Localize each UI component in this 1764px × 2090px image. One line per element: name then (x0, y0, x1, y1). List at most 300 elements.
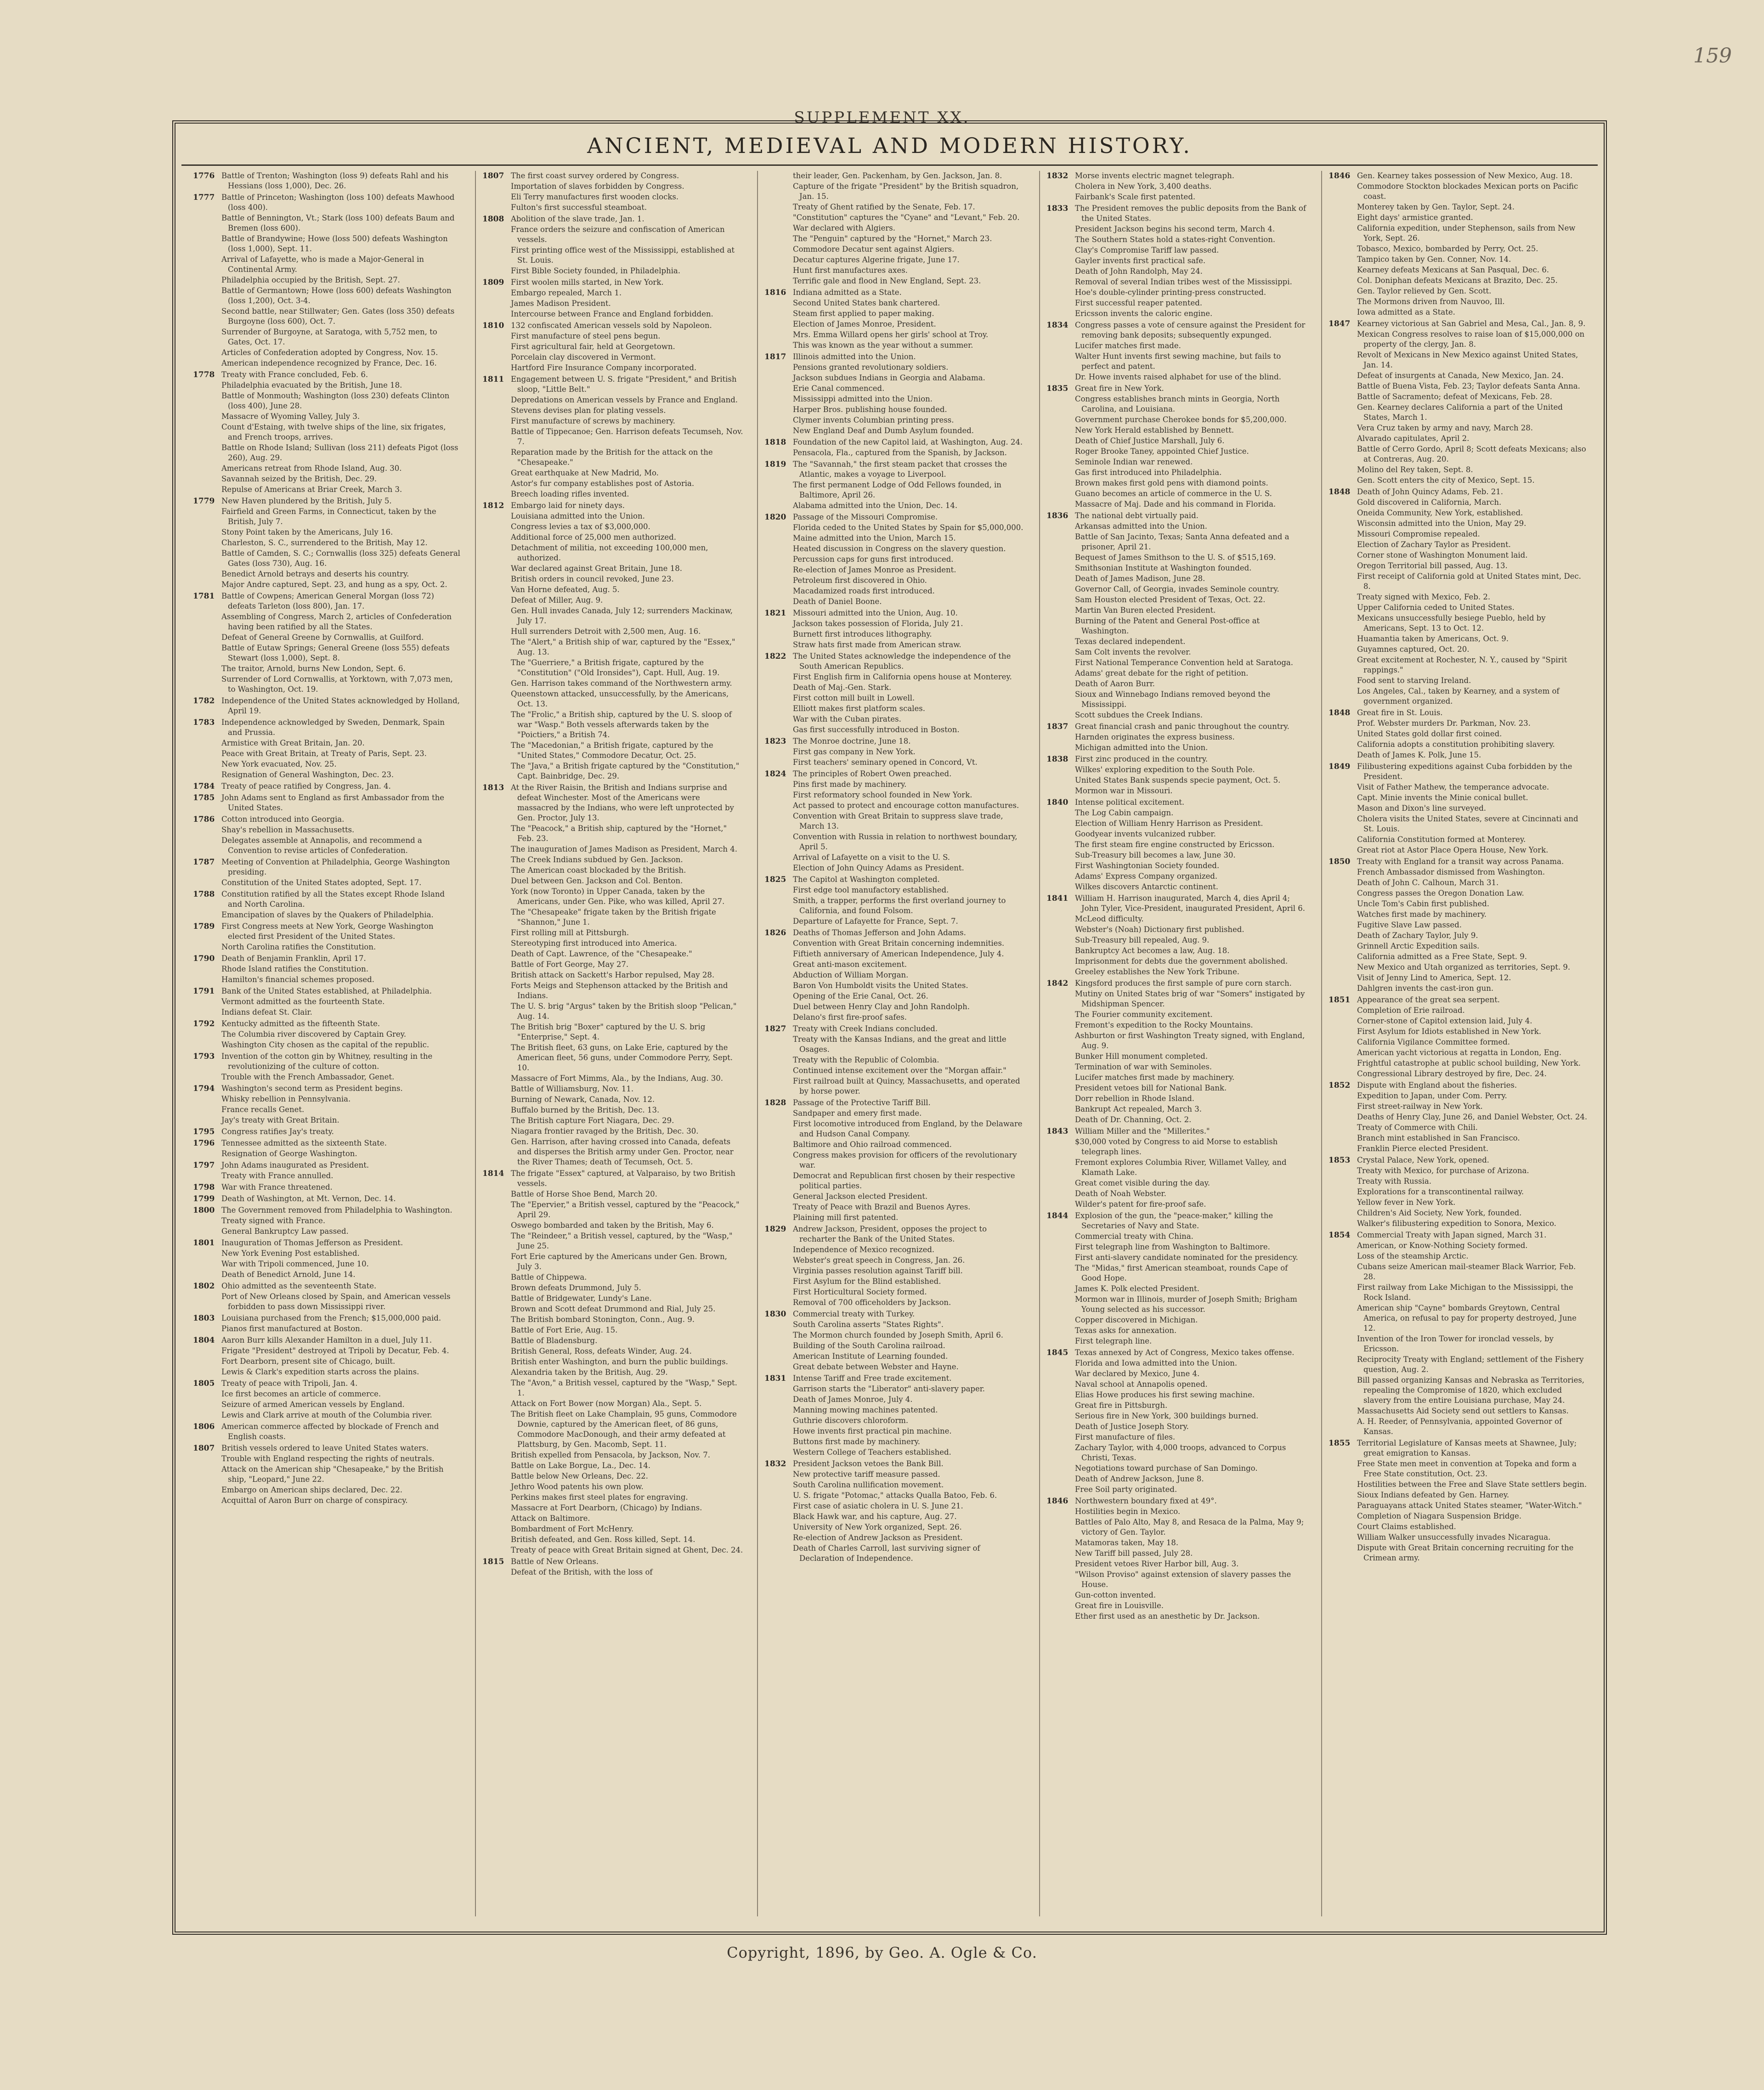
year-label: 1813 (482, 783, 504, 792)
year-entry (764, 352, 1025, 436)
event-text: Death of John C. Calhoun, March 31. (1357, 878, 1499, 887)
event-text: Hamilton's financial schemes proposed. (221, 975, 374, 984)
event-text: Passage of the Protective Tariff Bill. (793, 1098, 931, 1107)
year-entry (1329, 762, 1589, 856)
event-text: Treaty of peace ratified by Congress, Jan. 4. (221, 782, 391, 791)
event-text: American Institute of Learning founded. (793, 1352, 948, 1361)
event-text: Adams' great debate for the right of petition. (1075, 669, 1249, 678)
year-entry (1329, 1438, 1589, 1564)
event-text: The U. S. brig "Argus" taken by the British sloop "Pelican," Aug. 14. (511, 1002, 737, 1021)
event-text: Death of James Madison, June 28. (1075, 574, 1205, 583)
event-text: Eight days' armistice granted. (1357, 213, 1473, 222)
year-entry (764, 736, 1025, 768)
year-entry (193, 1335, 461, 1378)
event-text: The Government removed from Philadelphia to Washington. (221, 1206, 452, 1214)
event-text: Hoe's double-cylinder printing-press constructed. (1075, 288, 1266, 297)
event-text: Watches first made by machinery. (1357, 910, 1487, 919)
event-text: Massacre of Maj. Dade and his command in Florida. (1075, 500, 1276, 508)
event-text: Philadelphia evacuated by the British, June 18. (221, 381, 402, 390)
event-text: Queenstown attacked, unsuccessfully, by the Americans, Oct. 13. (511, 689, 729, 708)
event-text: Expedition to Japan, under Com. Perry. (1357, 1091, 1507, 1100)
event-text: Gas first successfully introduced in Boston. (793, 725, 960, 734)
event-text: First Horticultural Society formed. (793, 1288, 927, 1296)
event-list (511, 783, 743, 1168)
event-text: Washington City chosen as the capital of the republic. (221, 1040, 430, 1049)
year-label: 1795 (193, 1127, 215, 1136)
event-text: The British fleet, 63 guns, on Lake Erie, captured by the American fleet, 56 guns, under Commodore Perry, Sept. 10. (511, 1043, 733, 1072)
event-text: Gen. Harrison takes command of the Northwestern army. (511, 679, 732, 688)
event-text: Corner-stone of Capitol extension laid, July 4. (1357, 1017, 1532, 1025)
event-text: First manufacture of steel pens begun. (511, 332, 661, 340)
event-list (221, 1443, 461, 1506)
event-list (221, 1160, 461, 1181)
event-list (1075, 1348, 1307, 1495)
event-text: Harper Bros. publishing house founded. (793, 405, 947, 414)
event-text: Ice first becomes an article of commerce. (221, 1390, 381, 1398)
year-label: 1832 (764, 1459, 786, 1469)
event-text: British defeated, and Gen. Ross killed, Sept. 14. (511, 1535, 695, 1544)
event-text: Plaining mill first patented. (793, 1213, 899, 1222)
event-text: Andrew Jackson, President, opposes the project to recharter the Bank of the United States. (793, 1225, 987, 1243)
event-text: Death of John Randolph, May 24. (1075, 267, 1203, 276)
event-text: Battle of Cowpens; American General Morgan (loss 72) defeats Tarleton (loss 800), Jan. 17. (221, 592, 434, 610)
copyright-notice: Copyright, 1896, by Geo. A. Ogle & Co. (727, 1944, 1037, 1961)
event-text: Smith, a trapper, performs the first overland journey to California, and found Folsom. (793, 896, 1006, 915)
event-text: New England Deaf and Dumb Asylum founded. (793, 426, 974, 435)
year-entry (1046, 1348, 1307, 1495)
event-text: Arkansas admitted into the Union. (1075, 522, 1208, 531)
year-entry (193, 781, 461, 792)
event-text: Yellow fever in New York. (1357, 1198, 1456, 1207)
event-text: Death of Chief Justice Marshall, July 6. (1075, 436, 1225, 445)
event-text: First manufacture of files. (1075, 1433, 1176, 1441)
event-text: Death of Charles Carroll, last surviving signer of Declaration of Independence. (793, 1544, 980, 1563)
event-text: Congress passes the Oregon Donation Law. (1357, 889, 1524, 898)
event-list (511, 214, 743, 277)
year-label: 1793 (193, 1052, 215, 1061)
event-list (1357, 995, 1589, 1079)
event-text: $30,000 voted by Congress to aid Morse to establish telegraph lines. (1075, 1137, 1278, 1156)
event-text: The "Frolic," a British ship, captured by the U. S. sloop of war "Wasp." Both vessels afterwards taken by the "Poictiers," a British 74. (511, 710, 732, 739)
event-text: Greeley establishes the New York Tribune. (1075, 967, 1239, 976)
event-text: Macadamized roads first introduced. (793, 587, 935, 595)
event-text: California adopts a constitution prohibiting slavery. (1357, 740, 1555, 749)
event-text: The "Reindeer," a British vessel, captured, by the "Wasp," June 25. (511, 1231, 733, 1250)
event-list (221, 1205, 461, 1237)
event-text: Battles of Palo Alto, May 8, and Resaca de la Palma, May 9; victory of Gen. Taylor. (1075, 1518, 1304, 1536)
event-text: Death of Benedict Arnold, June 14. (221, 1270, 356, 1279)
event-text: Reciprocity Treaty with England; settlement of the Fishery question, Aug. 2. (1357, 1355, 1584, 1374)
year-entry (193, 1051, 461, 1083)
event-text: British General, Ross, defeats Winder, Aug. 24. (511, 1347, 692, 1356)
year-label: 1853 (1329, 1156, 1351, 1165)
event-text: First agricultural fair, held at Georgetown. (511, 342, 675, 351)
year-entry (1329, 1155, 1589, 1229)
year-label: 1777 (193, 193, 215, 202)
event-text: Missouri Compromise repealed. (1357, 530, 1480, 538)
event-text: Porcelain clay discovered in Vermont. (511, 353, 656, 362)
event-text: Oregon Territorial bill passed, Aug. 13. (1357, 561, 1508, 570)
event-text: Treaty with Creek Indians concluded. (793, 1024, 938, 1033)
event-text: Fulton's first successful steamboat. (511, 203, 647, 212)
event-text: Battle of Bridgewater, Lundy's Lane. (511, 1294, 652, 1303)
year-entry (764, 171, 1025, 287)
event-text: Mrs. Emma Willard opens her girls' school at Troy. (793, 330, 989, 339)
column-1 (193, 171, 461, 1916)
year-entry (764, 1373, 1025, 1458)
event-text: The inauguration of James Madison as President, March 4. (511, 845, 737, 853)
year-entry (1329, 171, 1589, 318)
event-text: Brown defeats Drummond, July 5. (511, 1283, 641, 1292)
event-text: First English firm in California opens house at Monterey. (793, 672, 1012, 681)
year-label: 1830 (764, 1310, 786, 1319)
event-text: 132 confiscated American vessels sold by Napoleon. (511, 321, 712, 330)
event-text: The Log Cabin campaign. (1075, 808, 1174, 817)
year-label: 1845 (1046, 1348, 1069, 1357)
event-text: McLeod difficulty. (1075, 915, 1144, 923)
event-text: The "Penguin" captured by the "Hornet," March 23. (793, 234, 992, 243)
event-text: Kentucky admitted as the fifteenth State. (221, 1019, 380, 1028)
event-text: Baron Von Humboldt visits the United States. (793, 981, 968, 990)
event-text: British attack on Sackett's Harbor repulsed, May 28. (511, 971, 715, 979)
year-entry (482, 1169, 743, 1556)
year-label: 1807 (482, 171, 504, 181)
year-label: 1825 (764, 875, 786, 884)
event-text: Forts Meigs and Stephenson attacked by the British and Indians. (511, 981, 728, 1000)
event-text: Arrival of Lafayette, who is made a Major-General in Continental Army. (221, 255, 424, 274)
event-list (221, 1335, 461, 1378)
event-text: Dahlgren invents the cast-iron gun. (1357, 984, 1494, 993)
event-text: First receipt of California gold at United States mint, Dec. 8. (1357, 572, 1581, 591)
event-list (793, 1459, 1025, 1564)
event-text: John Adams sent to England as first Ambassador from the United States. (221, 793, 445, 812)
year-entry (1046, 1211, 1307, 1347)
year-entry (193, 1313, 461, 1334)
event-text: The first permanent Lodge of Odd Fellows founded, in Baltimore, April 26. (793, 480, 1001, 499)
event-list (221, 857, 461, 888)
year-label: 1785 (193, 793, 215, 802)
event-text: Massacre of Fort Mimms, Ala., by the Indians, Aug. 30. (511, 1074, 723, 1083)
event-text: Whisky rebellion in Pennsylvania. (221, 1095, 351, 1103)
event-text: Delegates assemble at Annapolis, and recommend a Convention to revise articles of Confederation. (221, 836, 422, 855)
event-text: Act passed to protect and encourage cotton manufactures. (793, 801, 1019, 810)
event-text: Elliott makes first platform scales. (793, 704, 925, 713)
event-text: Completion of Niagara Suspension Bridge. (1357, 1512, 1522, 1520)
event-text: Delano's first fire-proof safes. (793, 1013, 907, 1022)
event-text: Florida and Iowa admitted into the Union. (1075, 1359, 1238, 1367)
event-list (1075, 384, 1307, 510)
event-text: First Asylum for the Blind established. (793, 1277, 941, 1286)
event-list (1357, 1438, 1589, 1564)
event-text: Opening of the Erie Canal, Oct. 26. (793, 992, 928, 1000)
event-text: Treaty of Peace with Brazil and Buenos Ayres. (793, 1203, 971, 1211)
event-text: Treaty of peace with Tripoli, Jan. 4. (221, 1379, 358, 1388)
event-list (1075, 1211, 1307, 1347)
year-label: 1852 (1329, 1081, 1351, 1090)
event-text: Pins first made by machinery. (793, 780, 907, 789)
year-entry (193, 370, 461, 495)
event-text: Explosion of the gun, the "peace-maker," killing the Secretaries of Navy and State. (1075, 1211, 1273, 1230)
event-text: President Jackson vetoes the Bank Bill. (793, 1459, 944, 1468)
event-text: Gen. Kearney declares California a part of the United States, March 1. (1357, 403, 1563, 422)
event-list (1075, 797, 1307, 892)
event-text: Clay's Compromise Tariff law passed. (1075, 246, 1219, 254)
event-text: Congress ratifies Jay's treaty. (221, 1127, 334, 1136)
event-text: Michigan admitted into the Union. (1075, 743, 1208, 752)
event-text: Treaty with France concluded, Feb. 6. (221, 370, 368, 379)
year-entry (1329, 487, 1589, 707)
event-text: The Southern States hold a states-right Convention. (1075, 235, 1276, 244)
event-text: Seizure of armed American vessels by England. (221, 1400, 405, 1409)
event-text: Vera Cruz taken by army and navy, March 28. (1357, 424, 1533, 432)
event-text: War declared against Great Britain, June 18. (511, 564, 682, 573)
event-list (511, 277, 743, 320)
year-label: 1790 (193, 954, 215, 963)
year-entry (764, 651, 1025, 735)
event-text: Death of Zachary Taylor, July 9. (1357, 931, 1478, 940)
event-text: Commercial Treaty with Japan signed, March 31. (1357, 1231, 1547, 1239)
event-list (221, 192, 461, 369)
event-text: Departure of Lafayette for France, Sept. 7. (793, 917, 958, 926)
event-list (1357, 171, 1589, 318)
event-text: Indians defeat St. Clair. (221, 1008, 312, 1017)
event-text: Brown and Scott defeat Drummond and Rial, July 25. (511, 1305, 716, 1313)
event-text: Garrison starts the "Liberator" anti-slavery paper. (793, 1384, 985, 1393)
event-text: Surrender of Burgoyne, at Saratoga, with 5,752 men, to Gates, Oct. 17. (221, 328, 437, 346)
year-label: 1794 (193, 1084, 215, 1093)
event-text: First teachers' seminary opened in Concord, Vt. (793, 758, 978, 767)
event-list (793, 1373, 1025, 1458)
supplement-label: SUPPLEMENT XX. (794, 108, 970, 127)
event-list (1357, 1155, 1589, 1229)
event-text: James K. Polk elected President. (1075, 1284, 1199, 1293)
year-label: 1797 (193, 1161, 215, 1170)
event-text: Frightful catastrophe at public school building, New York. (1357, 1059, 1581, 1068)
event-text: California Vigilance Committee formed. (1357, 1038, 1510, 1046)
event-text: John Adams inaugurated as President. (221, 1161, 369, 1169)
event-text: Hartford Fire Insurance Company incorporated. (511, 363, 697, 372)
event-text: Great financial crash and panic throughout the country. (1075, 722, 1289, 731)
year-entry (1046, 797, 1307, 892)
year-label: 1836 (1046, 511, 1069, 520)
event-list (221, 1313, 461, 1334)
event-text: Building of the South Carolina railroad. (793, 1341, 945, 1350)
year-label: 1855 (1329, 1439, 1351, 1448)
event-text: Termination of war with Seminoles. (1075, 1062, 1212, 1071)
event-text: Stony Point taken by the Americans, July 16. (221, 528, 393, 537)
event-list (221, 370, 461, 495)
event-text: Wisconsin admitted into the Union, May 29. (1357, 519, 1527, 528)
year-entry (193, 1127, 461, 1137)
event-text: Death of Daniel Boone. (793, 597, 882, 606)
event-text: First locomotive introduced from England, by the Delaware and Hudson Canal Company. (793, 1119, 1023, 1138)
year-entry (193, 696, 461, 717)
event-text: Embargo on American ships declared, Dec. 22. (221, 1486, 402, 1494)
event-text: Fort Dearborn, present site of Chicago, built. (221, 1357, 396, 1366)
event-text: Death of Washington, at Mt. Vernon, Dec. 14. (221, 1194, 396, 1203)
year-label: 1782 (193, 696, 215, 706)
event-text: Pianos first manufactured at Boston. (221, 1324, 363, 1333)
year-label: 1846 (1329, 171, 1351, 181)
event-text: Bankruptcy Act becomes a law, Aug. 18. (1075, 946, 1230, 955)
event-text: Treaty of peace with Great Britain signed at Ghent, Dec. 24. (511, 1546, 743, 1554)
year-label: 1791 (193, 987, 215, 996)
event-list (1357, 487, 1589, 707)
event-text: First cotton mill built in Lowell. (793, 694, 915, 702)
year-entry (1046, 754, 1307, 796)
event-text: Hunt first manufactures axes. (793, 266, 908, 275)
event-text: The "Macedonian," a British frigate, captured by the "United States," Commodore Decatur, Oct. 25. (511, 741, 713, 760)
event-text: British orders in council revoked, June 23. (511, 575, 674, 583)
event-text: Molino del Rey taken, Sept. 8. (1357, 465, 1473, 474)
event-text: Loss of the steamship Arctic. (1357, 1252, 1469, 1260)
event-text: Resignation of General Washington, Dec. 23. (221, 770, 394, 779)
event-list (793, 769, 1025, 874)
year-label: 1809 (482, 278, 504, 287)
event-text: Battle of Germantown; Howe (loss 600) defeats Washington (loss 1,200), Oct. 3-4. (221, 286, 452, 305)
year-entry (764, 928, 1025, 1023)
event-text: Cubans seize American mail-steamer Black Warrior, Feb. 28. (1357, 1262, 1576, 1281)
event-text: Decatur captures Algerine frigate, June 17. (793, 255, 960, 264)
event-text: Baltimore and Ohio railroad commenced. (793, 1140, 952, 1149)
history-columns (193, 171, 1589, 1916)
event-list (1075, 203, 1307, 319)
event-text: Mexican Congress resolves to raise loan of $15,000,000 on property of the clergy, Jan. 8. (1357, 330, 1585, 349)
event-text: Indiana admitted as a State. (793, 288, 902, 297)
event-text: The Mormons driven from Nauvoo, Ill. (1357, 297, 1505, 306)
event-text: Bank of the United States established, at Philadelphia. (221, 987, 432, 995)
year-entry (764, 769, 1025, 874)
event-text: Pensions granted revolutionary soldiers. (793, 363, 949, 372)
year-entry (193, 857, 461, 888)
event-text: Burnett first introduces lithography. (793, 630, 932, 638)
year-label: 1840 (1046, 798, 1069, 807)
year-entry (764, 1024, 1025, 1097)
event-text: First successful reaper patented. (1075, 299, 1203, 307)
year-label: 1829 (764, 1225, 786, 1234)
event-text: Visit of Father Mathew, the temperance advocate. (1357, 783, 1549, 791)
event-text: York (now Toronto) in Upper Canada, taken by the Americans, under Gen. Pike, who was killed, April 27. (511, 887, 725, 906)
event-text: Duel between Henry Clay and John Randolph. (793, 1002, 970, 1011)
event-text: Death of Aaron Burr. (1075, 679, 1155, 688)
event-text: Sam Houston elected President of Texas, Oct. 22. (1075, 595, 1266, 604)
event-text: War declared by Mexico, June 4. (1075, 1369, 1200, 1378)
year-entry (764, 1459, 1025, 1564)
event-text: Treaty with Mexico, for purchase of Arizona. (1357, 1166, 1529, 1175)
event-list (221, 921, 461, 953)
event-text: Great earthquake at New Madrid, Mo. (511, 469, 659, 477)
event-text: Roger Brooke Taney, appointed Chief Justice. (1075, 447, 1249, 456)
event-text: Great fire in St. Louis. (1357, 708, 1443, 717)
event-text: Gold discovered in California, March. (1357, 498, 1502, 507)
event-text: Battle of Bladensburg. (511, 1336, 598, 1345)
year-label: 1802 (193, 1282, 215, 1291)
year-entry (1046, 893, 1307, 977)
year-entry (193, 171, 461, 192)
event-text: Webster's great speech in Congress, Jan. 26. (793, 1256, 965, 1265)
event-text: Sub-Treasury bill repealed, Aug. 9. (1075, 936, 1210, 944)
year-label: 1831 (764, 1374, 786, 1383)
event-text: New protective tariff measure passed. (793, 1470, 940, 1479)
year-entry (1046, 384, 1307, 510)
year-label: 1846 (1046, 1497, 1069, 1506)
event-text: Rhode Island ratifies the Constitution. (221, 965, 369, 973)
event-text: The "Java," a British frigate captured by the "Constitution," Capt. Bainbridge, Dec. 29. (511, 762, 740, 780)
year-entry (193, 1378, 461, 1421)
year-entry (1329, 995, 1589, 1079)
event-text: Great comet visible during the day. (1075, 1179, 1210, 1187)
event-text: The frigate "Essex" captured, at Valparaiso, by two British vessels. (511, 1169, 735, 1188)
event-text: First edge tool manufactory established. (793, 886, 949, 894)
event-list (221, 781, 461, 792)
year-label: 1841 (1046, 894, 1069, 903)
event-text: Re-election of Andrew Jackson as President. (793, 1533, 963, 1542)
event-text: Battle below New Orleans, Dec. 22. (511, 1472, 648, 1480)
event-text: Lewis and Clark arrive at mouth of the Columbia river. (221, 1411, 432, 1419)
event-text: War with France threatened. (221, 1183, 333, 1192)
year-label: 1779 (193, 497, 215, 506)
event-list (221, 814, 461, 856)
event-text: Northwestern boundary fixed at 49°. (1075, 1497, 1217, 1505)
year-label: 1817 (764, 352, 786, 362)
event-text: Guthrie discovers chloroform. (793, 1416, 909, 1425)
year-entry (193, 496, 461, 590)
event-text: Sandpaper and emery first made. (793, 1109, 922, 1118)
event-text: Great excitement at Rochester, N. Y., caused by "Spirit rappings." (1357, 655, 1567, 674)
event-list (1357, 857, 1589, 994)
year-label: 1838 (1046, 755, 1069, 764)
year-entry (193, 1084, 461, 1126)
event-text: The first coast survey ordered by Congress. (511, 171, 679, 180)
event-text: United States gold dollar first coined. (1357, 729, 1502, 738)
event-text: Franklin Pierce elected President. (1357, 1144, 1489, 1153)
event-text: Mutiny on United States brig of war "Somers" instigated by Midshipman Spencer. (1075, 989, 1305, 1008)
event-text: Lewis & Clark's expedition starts across the plains. (221, 1367, 419, 1376)
event-text: Kearney victorious at San Gabriel and Mesa, Cal., Jan. 8, 9. (1357, 319, 1586, 328)
event-text: Crystal Palace, New York, opened. (1357, 1156, 1489, 1164)
year-label: 1847 (1329, 319, 1351, 328)
event-list (221, 1138, 461, 1159)
event-text: Florida ceded to the United States by Spain for $5,000,000. (793, 523, 1023, 532)
event-text: The "Peacock," a British ship, captured by the "Hornet," Feb. 23. (511, 824, 727, 843)
event-text: War with the Cuban pirates. (793, 715, 901, 723)
event-list (1075, 1496, 1307, 1622)
event-text: Great anti-mason excitement. (793, 960, 907, 969)
event-text: Morse invents electric magnet telegraph. (1075, 171, 1234, 180)
event-text: their leader, Gen. Packenham, by Gen. Jackson, Jan. 8. (793, 171, 1002, 180)
event-text: Deaths of Henry Clay, June 26, and Daniel Webster, Oct. 24. (1357, 1113, 1588, 1121)
event-text: Massacre at Fort Dearborn, (Chicago) by Indians. (511, 1503, 702, 1512)
year-label: 1826 (764, 928, 786, 938)
event-text: Great fire in Pittsburgh. (1075, 1401, 1168, 1410)
event-text: "Wilson Proviso" against extension of slavery passes the House. (1075, 1570, 1291, 1589)
event-text: Missouri admitted into the Union, Aug. 10. (793, 609, 958, 617)
event-text: Re-election of James Monroe as President. (793, 565, 956, 574)
event-text: Fugitive Slave Law passed. (1357, 921, 1462, 929)
year-label: 1837 (1046, 722, 1069, 731)
event-text: Importation of slaves forbidden by Congress. (511, 182, 684, 191)
year-label: 1833 (1046, 204, 1069, 213)
event-text: Corner stone of Washington Monument laid. (1357, 551, 1528, 559)
event-text: Additional force of 25,000 men authorized. (511, 533, 676, 542)
event-text: Petroleum first discovered in Ohio. (793, 576, 927, 585)
event-text: New York Herald established by Bennett. (1075, 426, 1234, 435)
event-text: Smithsonian Institute at Washington founded. (1075, 564, 1252, 572)
year-label: 1844 (1046, 1211, 1069, 1220)
year-entry (193, 1422, 461, 1442)
event-list (221, 1194, 461, 1204)
event-text: Inauguration of Thomas Jefferson as President. (221, 1238, 403, 1247)
